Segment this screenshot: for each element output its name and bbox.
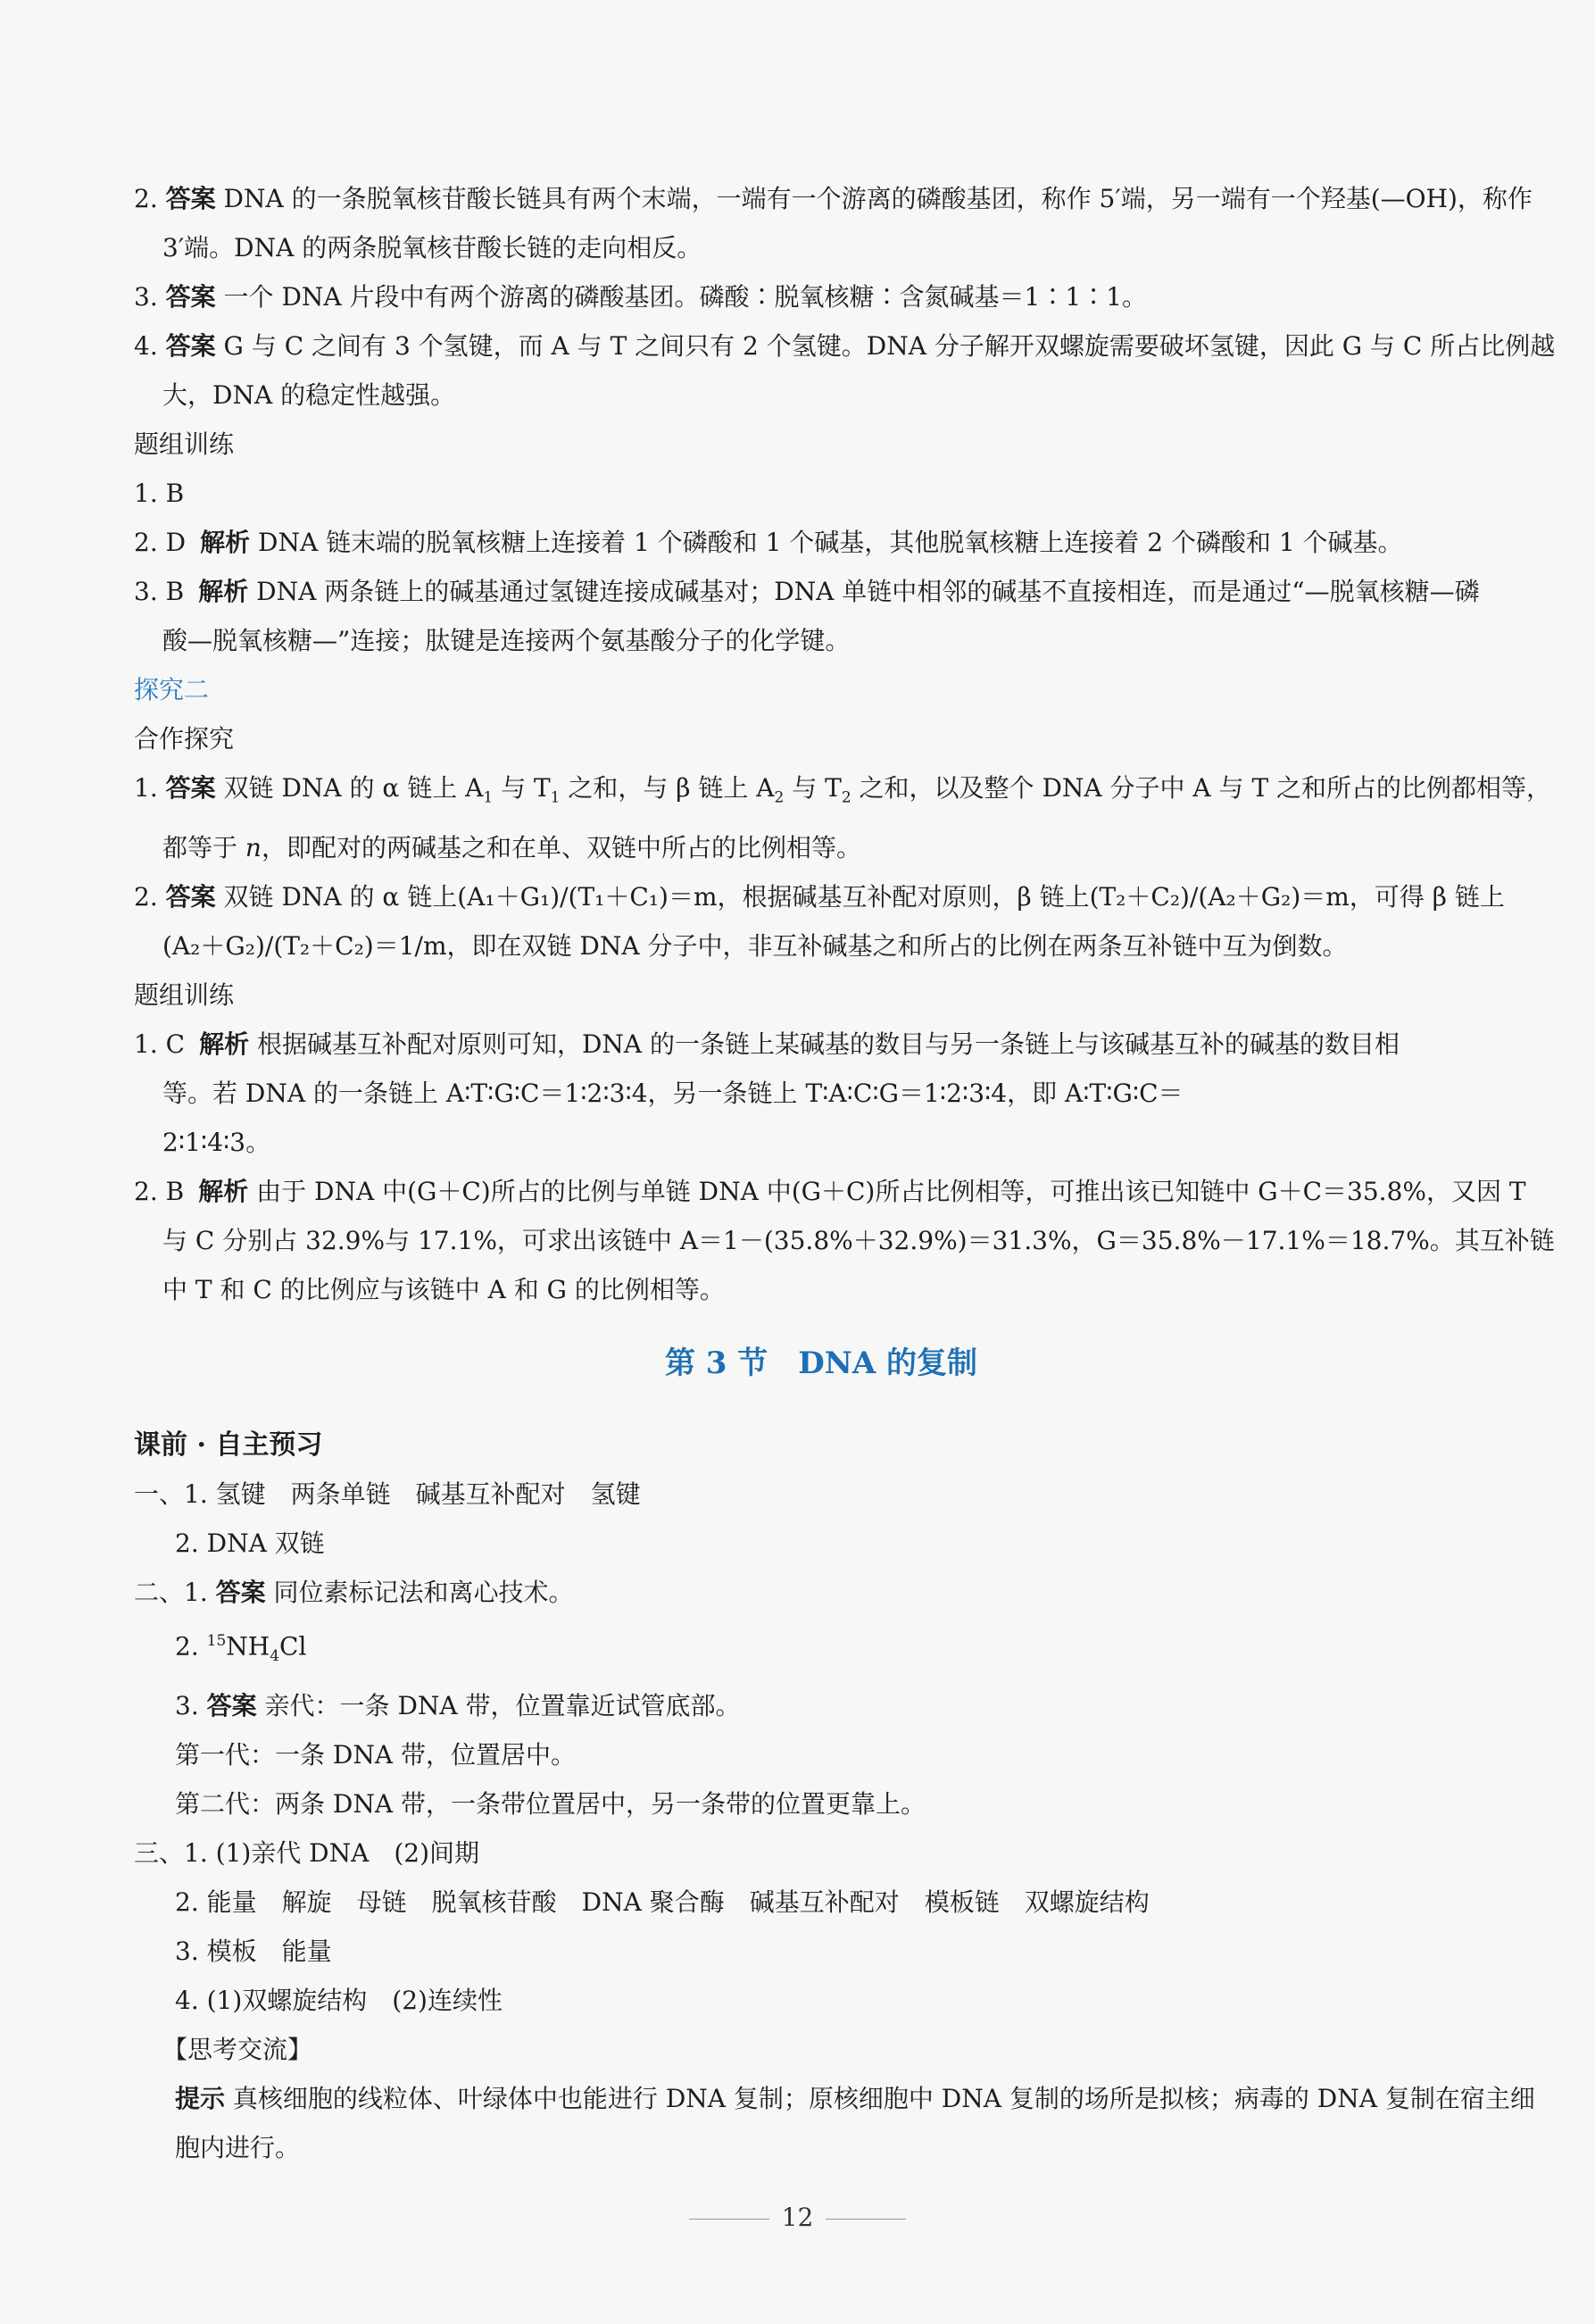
answer-line-cont: 2∶1∶4∶3。 — [162, 1127, 271, 1157]
hint-line: 提示 真核细胞的线粒体、叶绿体中也能进行 DNA 复制；原核细胞中 DNA 复制的场所是拟核；病毒的 DNA 复制在宿主细 — [175, 2083, 1535, 2113]
explore-heading: 探究二 — [134, 675, 210, 704]
answer-line: 2. 答案 双链 DNA 的 α 链上(A₁＋G₁)/(T₁＋C₁)＝m，根据碱基互补配对原则，β 链上(T₂＋C₂)/(A₂＋G₂)＝m，可得 β 链上 — [134, 881, 1505, 912]
think-exchange-label: 【思考交流】 — [162, 2034, 313, 2064]
preview-line: 二、1. 答案 同位素标记法和离心技术。 — [134, 1577, 574, 1607]
answer-line-cont: 大，DNA 的稳定性越强。 — [162, 380, 456, 410]
answer-line: 1. B — [134, 479, 185, 508]
preview-line: 3. 模板 能量 — [175, 1936, 332, 1966]
sub-heading: 课前 · 自主预习 — [134, 1429, 323, 1461]
cooperate-label: 合作探究 — [134, 724, 235, 754]
answer-line: 3. B 解析 DNA 两条链上的碱基通过氢键连接成碱基对；DNA 单链中相邻的碱基不直接相连，而是通过“—脱氧核糖—磷 — [134, 577, 1480, 606]
preview-line: 第一代：一条 DNA 带，位置居中。 — [175, 1739, 576, 1770]
footer-decoration — [689, 2219, 769, 2220]
answer-line-cont: 与 C 分别占 32.9%与 17.1%，可求出该链中 A＝1－(35.8%＋32.9%)＝31.3%，G＝35.8%－17.1%＝18.7%。其互补链 — [162, 1225, 1555, 1255]
page-number: 12 — [781, 2203, 814, 2232]
answer-line-cont: 酸—脱氧核糖—”连接；肽键是连接两个氨基酸分子的化学键。 — [162, 626, 851, 655]
answer-line: 1. 答案 双链 DNA 的 α 链上 $A_1$ 与 $T_1$ 之和，与 β 链上 $A_2$ 与 $T_2$ 之和，以及整个 DNA 分子中 A 与 T 之和所占的比例都相等， — [134, 773, 1552, 807]
hint-line-cont: 胞内进行。 — [175, 2132, 301, 2162]
answer-line: 1. C 解析 根据碱基互补配对原则可知，DNA 的一条链上某碱基的数目与另一条链上与该碱基互补的碱基的数目相 — [134, 1029, 1400, 1059]
preview-line: 一、1. 氢键 两条单链 碱基互补配对 氢键 — [134, 1479, 641, 1509]
answer-line: 2. D 解析 DNA 链末端的脱氧核糖上连接着 1 个磷酸和 1 个碱基，其他脱氧核糖上连接着 2 个磷酸和 1 个碱基。 — [134, 528, 1403, 557]
answer-line-cont: (A₂＋G₂)/(T₂＋C₂)＝1/m，即在双链 DNA 分子中，非互补碱基之和所占的比例在两条互补链中互为倒数。 — [162, 930, 1348, 961]
answer-line: 2. 答案 DNA 的一条脱氧核苷酸长链具有两个末端，一端有一个游离的磷酸基团，称作 5′端，另一端有一个羟基(—OH)，称作 — [134, 184, 1533, 213]
answer-line: 2. B 解析 由于 DNA 中(G＋C)所占的比例与单链 DNA 中(G＋C)所占比例相等，可推出该已知链中 G＋C＝35.8%，又因 T — [134, 1176, 1526, 1206]
answer-line-cont: 中 T 和 C 的比例应与该链中 A 和 G 的比例相等。 — [162, 1274, 725, 1304]
preview-line: 三、1. (1)亲代 DNA (2)间期 — [134, 1837, 480, 1868]
group-training-label: 题组训练 — [134, 429, 235, 459]
preview-line: 2. 能量 解旋 母链 脱氧核苷酸 DNA 聚合酶 碱基互补配对 模板链 双螺旋结构 — [175, 1887, 1150, 1917]
page-footer — [0, 2203, 1595, 2232]
answer-line-cont: 等。若 DNA 的一条链上 A∶T∶G∶C＝1∶2∶3∶4，另一条链上 T∶A∶C∶G＝1∶2∶3∶4，即 A∶T∶G∶C＝ — [162, 1078, 1184, 1108]
answer-line: 4. 答案 G 与 C 之间有 3 个氢键，而 A 与 T 之间只有 2 个氢键。DNA 分子解开双螺旋需要破坏氢键，因此 G 与 C 所占比例越 — [134, 331, 1556, 361]
preview-line: 3. 答案 亲代：一条 DNA 带，位置靠近试管底部。 — [175, 1690, 741, 1720]
preview-line: 4. (1)双螺旋结构 (2)连续性 — [175, 1985, 503, 2015]
section-title: 第 3 节 DNA 的复制 — [664, 1345, 978, 1381]
answer-line: 3. 答案 一个 DNA 片段中有两个游离的磷酸基团。磷酸∶脱氧核糖∶含氮碱基＝1∶1∶1。 — [134, 282, 1147, 312]
page-content — [134, 174, 1556, 2172]
group-training-label: 题组训练 — [134, 979, 235, 1010]
footer-decoration — [826, 2219, 906, 2220]
preview-line: 2. DNA 双链 — [175, 1528, 325, 1558]
preview-line: 第二代：两条 DNA 带，一条带位置居中，另一条带的位置更靠上。 — [175, 1788, 926, 1819]
answer-line-cont: 3′端。DNA 的两条脱氧核苷酸长链的走向相反。 — [162, 233, 702, 262]
preview-line: 2. $^{15}NH_4Cl$ — [175, 1630, 307, 1665]
answer-line-cont: 都等于 n，即配对的两碱基之和在单、双链中所占的比例相等。 — [162, 832, 861, 862]
